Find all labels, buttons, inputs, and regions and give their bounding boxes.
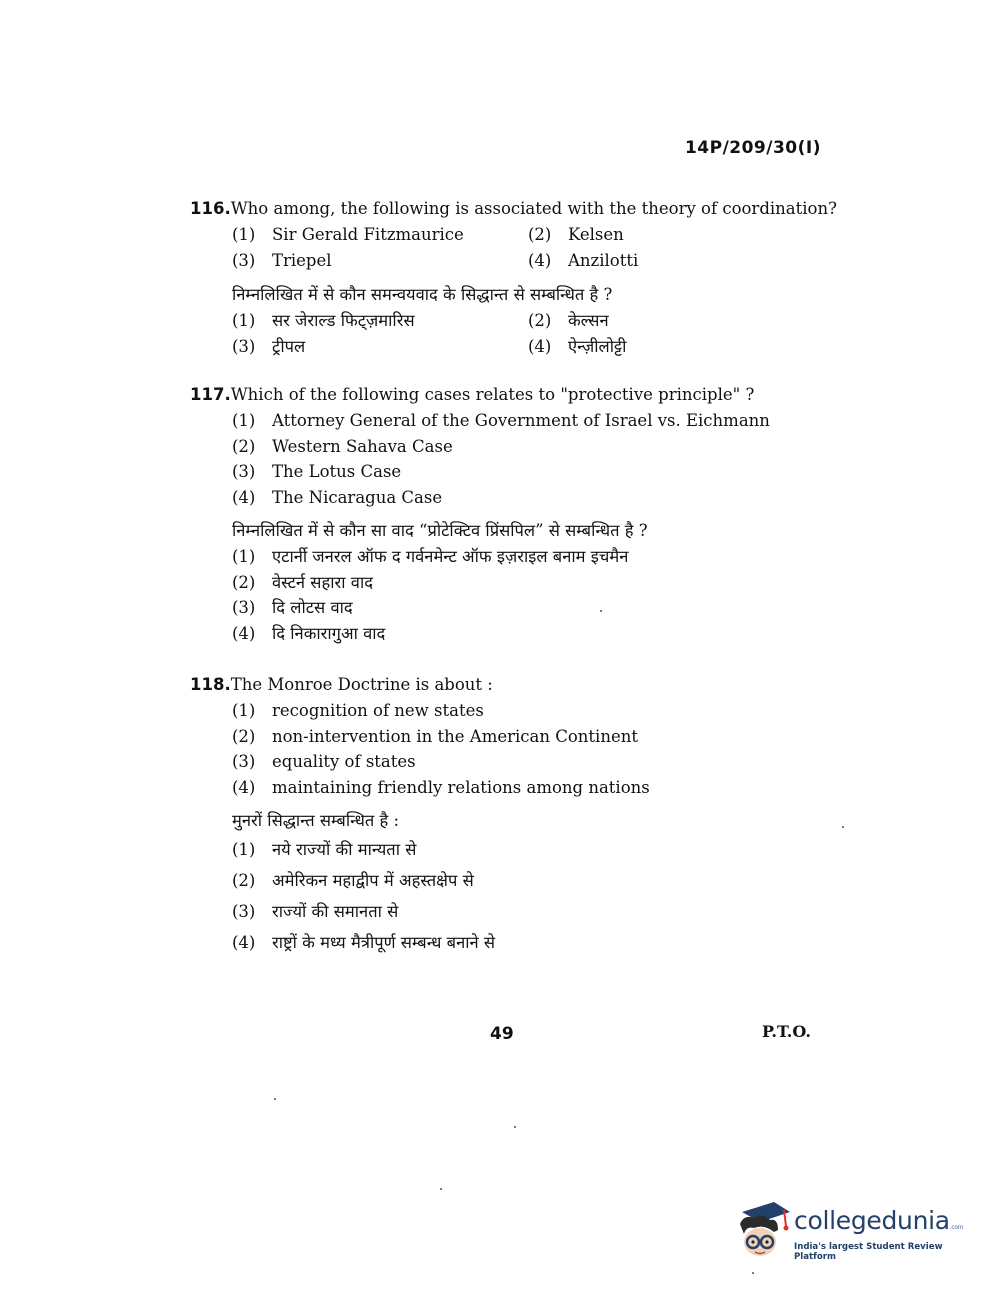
question-number: 118. bbox=[190, 675, 231, 694]
scan-speck bbox=[274, 1098, 276, 1100]
options-hi bbox=[232, 544, 830, 646]
option-number: (2) bbox=[232, 572, 256, 592]
option-number: (3) bbox=[232, 752, 256, 771]
option-row bbox=[232, 485, 830, 511]
question-116 bbox=[190, 196, 837, 360]
option-text: Anzilotti bbox=[568, 251, 639, 270]
scan-speck bbox=[752, 1272, 754, 1274]
option-number: (2) bbox=[232, 726, 256, 746]
options-en bbox=[232, 222, 830, 274]
scan-speck bbox=[600, 610, 602, 612]
mascot-icon bbox=[734, 1198, 792, 1264]
option-row bbox=[232, 595, 830, 621]
question-stem: Who among, the following is associated with the theory of coordination? bbox=[230, 199, 837, 218]
scan-speck bbox=[440, 1188, 442, 1190]
option-row bbox=[232, 698, 830, 724]
option-number: (4) bbox=[528, 337, 552, 356]
option-number: (1) bbox=[232, 411, 256, 430]
options-hi bbox=[232, 308, 830, 360]
option bbox=[528, 248, 824, 274]
option-number: (3) bbox=[232, 462, 256, 481]
question-number: 117. bbox=[190, 385, 231, 404]
option-text: Western Sahava Case bbox=[272, 436, 453, 456]
option-row bbox=[232, 248, 830, 274]
option-text: non-intervention in the American Continent bbox=[272, 726, 638, 746]
option-number: (3) bbox=[232, 251, 256, 270]
question-stem: Which of the following cases relates to "protective principle" ? bbox=[230, 385, 755, 404]
option-row bbox=[232, 570, 830, 596]
option-text: maintaining friendly relations among nations bbox=[272, 777, 650, 797]
brand-name bbox=[794, 1206, 963, 1235]
options-en bbox=[232, 698, 830, 800]
option-row bbox=[232, 334, 830, 360]
option-number: (3) bbox=[232, 902, 256, 921]
option-text: वेस्टर्न सहारा वाद bbox=[272, 572, 373, 592]
option bbox=[232, 222, 528, 248]
option-text: ऐन्ज़ीलोट्टी bbox=[568, 337, 627, 356]
option-number: (4) bbox=[232, 933, 256, 952]
option bbox=[232, 248, 528, 274]
option-number: (2) bbox=[528, 225, 552, 244]
option-row bbox=[232, 544, 830, 570]
option bbox=[528, 222, 824, 248]
option-text: The Nicaragua Case bbox=[272, 487, 443, 507]
brand-suffix: .com bbox=[949, 1224, 964, 1231]
question-stem: The Monroe Doctrine is about : bbox=[230, 675, 493, 694]
option bbox=[528, 308, 824, 334]
option-number: (2) bbox=[528, 311, 552, 330]
option-text: एटार्नी जनरल ऑफ द गर्वनमेन्ट ऑफ इज़राइल बनाम इचमैन bbox=[272, 547, 629, 566]
option-text: Attorney General of the Government of Israel vs. Eichmann bbox=[272, 411, 770, 430]
option-text: The Lotus Case bbox=[272, 462, 402, 481]
option-number: (2) bbox=[232, 871, 256, 890]
scan-speck bbox=[842, 826, 844, 828]
collegedunia-watermark bbox=[734, 1196, 964, 1266]
option-text: Triepel bbox=[272, 251, 332, 270]
option bbox=[528, 334, 824, 360]
option-number: (4) bbox=[232, 777, 256, 797]
hindi-section bbox=[190, 282, 830, 360]
option-number: (3) bbox=[232, 598, 256, 617]
option-number: (4) bbox=[232, 487, 256, 507]
option-text: राज्यों की समानता से bbox=[272, 902, 399, 921]
option-text: नये राज्यों की मान्यता से bbox=[272, 840, 417, 859]
question-text-en bbox=[190, 196, 837, 222]
hindi-section bbox=[190, 808, 830, 958]
question-number: 116. bbox=[190, 199, 231, 218]
option-number: (3) bbox=[232, 337, 256, 356]
option-row bbox=[232, 408, 830, 434]
option-row bbox=[232, 459, 830, 485]
option-text: equality of states bbox=[272, 752, 416, 771]
paper-code: 14P/209/30(I) bbox=[684, 138, 821, 158]
option-text: दि निकारागुआ वाद bbox=[272, 623, 386, 643]
option-number: (1) bbox=[232, 547, 256, 566]
question-117 bbox=[190, 382, 830, 646]
brand-tagline: India's largest Student Review Platform bbox=[794, 1242, 943, 1262]
option-number: (2) bbox=[232, 436, 256, 456]
option bbox=[232, 334, 528, 360]
option-number: (1) bbox=[232, 840, 256, 859]
option-number: (1) bbox=[232, 311, 256, 330]
option-row bbox=[232, 222, 830, 248]
option-row bbox=[232, 434, 830, 460]
brand-wordmark: collegedunia bbox=[794, 1206, 950, 1235]
option-row bbox=[232, 724, 830, 750]
option-row bbox=[232, 834, 830, 865]
option-text: सर जेराल्ड फिट्ज़मारिस bbox=[272, 311, 415, 330]
option-text: Kelsen bbox=[568, 225, 624, 244]
options-en bbox=[232, 408, 830, 510]
option-number: (4) bbox=[528, 251, 552, 270]
question-text-hi: निम्नलिखित में से कौन सा वाद “प्रोटेक्टिव प्रिंसपिल” से सम्बन्धित है ? bbox=[232, 521, 648, 540]
question-text-hi: मुनरों सिद्धान्त सम्बन्धित है : bbox=[232, 811, 400, 830]
option-number: (1) bbox=[232, 225, 256, 244]
option-row bbox=[232, 775, 830, 801]
hindi-section bbox=[190, 518, 830, 646]
pto-label: P.T.O. bbox=[762, 1022, 811, 1041]
option-text: ट्रीपल bbox=[272, 337, 306, 356]
option-text: केल्सन bbox=[568, 311, 609, 330]
question-text-en bbox=[190, 672, 830, 698]
option-text: Sir Gerald Fitzmaurice bbox=[272, 225, 464, 244]
option-text: दि लोटस वाद bbox=[272, 598, 353, 617]
option-number: (4) bbox=[232, 623, 256, 643]
question-118 bbox=[190, 672, 830, 958]
option-text: राष्ट्रों के मध्य मैत्रीपूर्ण सम्बन्ध बनाने से bbox=[272, 933, 496, 952]
page-number: 49 bbox=[490, 1024, 514, 1044]
option-row bbox=[232, 896, 830, 927]
option-text: अमेरिकन महाद्वीप में अहस्तक्षेप से bbox=[272, 871, 474, 890]
option-row bbox=[232, 308, 830, 334]
question-text-en bbox=[190, 382, 830, 408]
option-number: (1) bbox=[232, 701, 256, 720]
option-row bbox=[232, 927, 830, 958]
scan-speck bbox=[514, 1126, 516, 1128]
options-hi bbox=[232, 834, 830, 958]
option-row bbox=[232, 621, 830, 647]
option bbox=[232, 308, 528, 334]
option-row bbox=[232, 749, 830, 775]
option-text: recognition of new states bbox=[272, 701, 484, 720]
option-row bbox=[232, 865, 830, 896]
question-text-hi: निम्नलिखित में से कौन समन्वयवाद के सिद्धान्त से सम्बन्धित है ? bbox=[232, 285, 613, 304]
